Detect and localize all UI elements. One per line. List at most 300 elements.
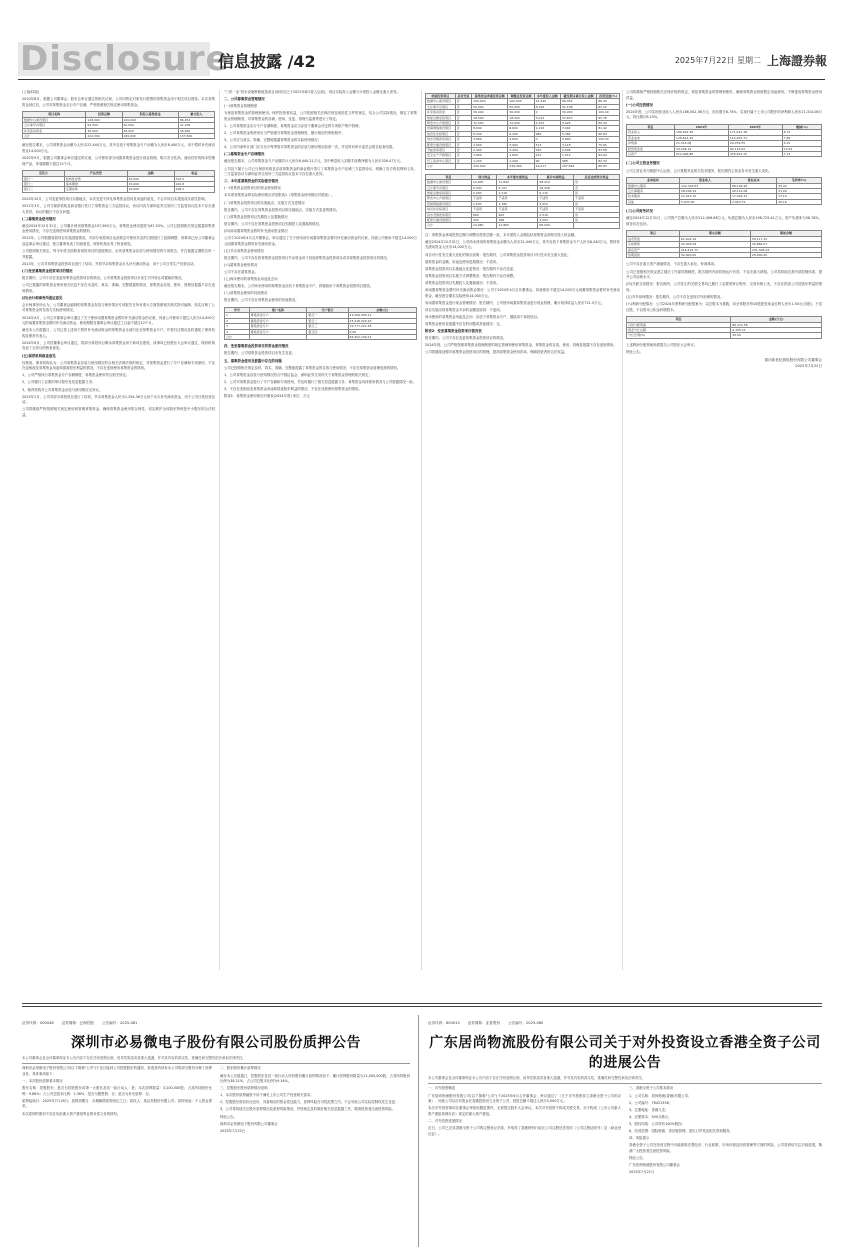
notice-investment [428, 1020, 822, 1242]
table-cell: 保本理财 [64, 182, 127, 187]
data-table [626, 177, 822, 205]
paragraph: 公司将继续加强对募集资金投资项目的管理，提高募集资金使用效率，保障投资者的合法权益。 [425, 350, 568, 355]
paragraph: 2025年7月22日 [220, 1128, 246, 1133]
paragraph: (八)募集资金使用的其他情况 [224, 291, 268, 296]
table-cell: 是 [574, 217, 620, 222]
paragraph: 4、注册资本：500万港元； [629, 1114, 672, 1119]
paragraph: (七)尚未使用的募集资金用途及去向 [224, 277, 278, 282]
paragraph: 用闲置募集资金进行现金管理情况：报告期内，公司使用闲置募集资金进行现金管理，累计取得收益人民币721.5万元。 [425, 300, 605, 305]
paragraph: 三、控股股东股份质押情况说明 [220, 1086, 268, 1091]
table-header-cell: 项目 [627, 317, 731, 322]
signature-line: 重庆新世纪游轮股份有限公司董事会 [764, 358, 822, 362]
section-heading: 四、变更募集资金投资项目的资金使用情况 [224, 344, 289, 349]
table-cell: 79.95 [597, 142, 620, 147]
table-header-cell: 本年度实现效益 [497, 174, 538, 179]
paragraph: 近日，公司已完成香港全资子公司的注册登记手续，并取得了香港特别行政区公司注册处签发的《公司注册证明书》及《商业登记证》。 [428, 1125, 621, 1136]
table-cell: 7.13 [782, 152, 821, 157]
board-statement: 本公司董事会及全体董事保证本公告内容不存在任何虚假记载、误导性陈述或者重大遗漏，并对其内容的真实性、准确性和完整性承担法律责任。 [428, 1076, 822, 1084]
table-cell: 30,000 [560, 110, 596, 115]
paragraph: 2、公司履行了必要的审议程序及信息披露义务； [22, 380, 96, 385]
table-cell: 8.74 [782, 130, 821, 135]
table-header-cell: 账户名称 [249, 307, 307, 312]
table-row [627, 253, 822, 258]
table-row [627, 152, 822, 157]
notice-body [428, 1086, 822, 1177]
table-cell: 数据中心服务 [627, 183, 680, 188]
table-cell: 86.84 [597, 131, 620, 136]
table-cell: 58,206.14 [680, 188, 731, 193]
table-header-cell: 是否达到预计效益 [574, 174, 620, 179]
table-cell: 银行三 [23, 187, 65, 192]
table-header-cell: 产品类型 [64, 171, 127, 176]
table-row [426, 223, 620, 228]
table-cell: 15,000 [127, 182, 174, 187]
page-header [0, 0, 843, 80]
table-cell: 201,308.44 [750, 247, 821, 252]
table-cell: 82.33 [597, 158, 620, 163]
table-cell: 定期存款 [64, 187, 127, 192]
table-cell: 81.42 [597, 126, 620, 131]
notice-number: 公告编号：2025-081 [102, 1021, 138, 1025]
table-cell: 210 [534, 153, 560, 158]
paragraph: 3、不存在变相改变募集资金用途和损害股东利益的情况，不存在违规使用募集资金的情形。 [224, 386, 362, 391]
notice-number: 公告编号：2025-060 [508, 1021, 544, 1025]
paragraph: 报告期内，公司募集资金投资项目未发生变更。 [224, 351, 296, 356]
paragraph: 2022年，公司根据募投项目实施进展情况，对部分募投项目达到预定可使用状态的日期进行了延期调整，该事项已经公司董事会及监事会审议通过，独立董事发表了同意意见，保荐机构出具了核查意见。 [22, 236, 215, 246]
table-cell: 128,000 [86, 117, 122, 122]
table-cell: 0.00 [348, 329, 416, 334]
table-cell: 研发中心升级项目 [426, 196, 472, 201]
column-divider [219, 90, 220, 970]
table-cell: 3,952 [538, 201, 574, 206]
stock-code: 证券代码：000046 [22, 1021, 54, 1025]
table-header-cell: 募集资金承诺投资总额 [472, 94, 508, 99]
table-cell: 398 [497, 217, 538, 222]
table-cell: 2,216 [497, 190, 538, 195]
paragraph: 截至2024年12月31日，公司尚未使用的募集资金余额为人民币22,440万元，其中存放于募集资金专户人民币8,440万元，暂时补充流动资金人民币14,000万元。 [425, 239, 620, 250]
table-cell: 小计 [426, 164, 456, 169]
paragraph: 用闲置募集资金暂时补充流动资金情况：公司于2024年4月召开董事会，同意使用不超过14,000万元闲置募集资金暂时补充流动资金，截至报告期末实际使用14,000万元。 [425, 288, 620, 298]
table-cell: 可供分配利润 [627, 322, 731, 327]
table-cell: 云计算平台项目 [23, 123, 86, 128]
table-cell: 23,418,520.44 [348, 318, 416, 323]
table-cell: 净利润 [627, 141, 675, 146]
paragraph: 1、公司募集资金实行专户存储制度，募集资金应当存放于董事会决定的专项账户集中管理； [224, 123, 362, 128]
table-header-cell: 2023年 [728, 124, 782, 129]
table-header-cell: 业务板块 [627, 178, 680, 183]
paragraph: 2、公司对募集资金进行了专户存储和专项使用，并及时履行了相关信息披露义务，募集资金具体使用情况与公司披露情况一致； [224, 379, 417, 384]
paragraph: 本年度募集资金的实际使用情况详见附表1《募集资金使用情况对照表》。 [224, 193, 335, 198]
table-cell: 智能运维系统项目 [426, 115, 456, 120]
paragraph: 本次质押的股份不存在负担重大资产重组等业绩补偿义务的情形。 [22, 1111, 121, 1116]
paragraph: 3、公司将持续关注股东质押情况及质押风险情况，并按规定及时做好相关信息披露工作，敬请投资者注意投资风险。 [220, 1107, 396, 1112]
table-cell: 3,118 [560, 142, 596, 147]
table-cell: 86,452 [178, 117, 214, 122]
paragraph: 2025年7月21日 [629, 1170, 655, 1175]
table-header-cell: 本年度投入金额 [534, 94, 560, 99]
stock-code: 证券代码：603013 [428, 1021, 460, 1025]
paragraph: 项目实施出现募集资金节余的金额及原因：不适用。 [425, 307, 503, 312]
paragraph: 截至本公告披露日，控股股东及其一致行动人所持股份累计质押情况如下：累计质押股份数量为12,400,000股，占其所持股份比例为38.21%，占公司总股本比例为9.14%。 [220, 1073, 410, 1084]
paragraph: 公司主营业务为数据中心运营、云计算服务及相关技术服务，报告期内主营业务未发生重大变化。 [626, 168, 772, 173]
table-header-cell: 营业收入 [680, 178, 731, 183]
table-cell: 固定资产 [627, 247, 680, 252]
table-cell: 是 [574, 201, 620, 206]
table-cell: 12,600 [471, 180, 497, 185]
paragraph: 会计师事务所认为，公司董事会编制的募集资金存放与使用情况专项报告在所有重大方面按照相关格式指引编制，如实反映了公司募集资金的存放与实际使用情况。 [22, 302, 215, 313]
table-cell: 83.58 [597, 148, 620, 153]
table-cell: 1,800 [508, 153, 534, 158]
table-cell: 9,624 [560, 121, 596, 126]
table-cell: 1,380 [497, 201, 538, 206]
table-cell: 营销网络建设项目 [426, 126, 456, 131]
paragraph: 募集资金投资项目实施方式调整情况：报告期内不存在调整。 [425, 273, 517, 278]
data-table [626, 124, 822, 157]
paragraph: 2024年度，公司实现营业收入人民币186,542.36万元，同比增长8.74%；实现归属于上市公司股东的净利润人民币21,314.08万元，同比增长6.15%。 [626, 109, 822, 120]
table-cell: 6,300 [471, 185, 497, 190]
table-cell: 货币资金 [627, 236, 680, 241]
table-row [23, 133, 215, 138]
table-cell: 不适用 [497, 196, 538, 201]
paragraph: 截至2024年12月31日，公司累计使用募集资金157,560万元，募集资金使用进度为87.53%。公司已按照相关规定披露募集资金使用情况，不存在违规使用募集资金的情形。 [22, 223, 215, 234]
paragraph: (三)募集资金投资项目先期投入及置换情况 [224, 214, 288, 219]
paragraph: 2023年，公司对募集资金投资项目进行了结项，并将节余募集资金永久补充流动资金，用于公司日常生产经营活动。 [22, 261, 197, 266]
paragraph: 一、对外投资概述 [428, 1086, 456, 1091]
paragraph: 3、保荐机构对公司募集资金存放与使用情况无异议。 [22, 387, 103, 392]
table-cell: 7.89 [782, 135, 821, 140]
paragraph: 广东居尚物流股份有限公司(以下简称"公司")于2025年6月召开董事会，审议通过了《关于对外投资设立香港全资子公司的议案》，同意公司以自有资金在香港投资设立全资子公司，投资总额不超过人民币5,000万元。 [428, 1093, 621, 1104]
table-header-cell: 金额(万元) [731, 317, 822, 322]
table-cell: 30,114.62 [728, 146, 782, 151]
paragraph: 2025年1月，公司对部分募投项目进行了结项，节余募集资金人民币1,254.36万元用于永久补充流动资金，用于公司日常经营活动。 [22, 394, 215, 405]
table-cell: 1,800 [472, 153, 508, 158]
table-cell: 6,200 [508, 131, 534, 136]
table-cell: 186,542.36 [675, 130, 729, 135]
table-header-cell: 承诺投资项目 [426, 94, 456, 99]
table-cell: 86,412.58 [731, 322, 822, 327]
paragraph: (六)超募资金使用情况 [224, 262, 258, 267]
paragraph: 5、股权结构：公司持有100%股权； [629, 1121, 685, 1126]
paragraph: 6、经营范围：国际物流、供应链管理、进出口贸易及相关咨询服务。 [629, 1128, 733, 1133]
paragraph: 截至本公告披露日，公司已将上述用于暂时补充流动资金的募集资金全部归还至募集资金专户，并将归还情况及时通知了保荐机构及保荐代表人。 [22, 328, 215, 338]
paragraph: 报告期内，公司不存在变更募集资金投资项目的情况。公司募集资金投资项目未发生对外转让或置换的情况。 [22, 275, 185, 280]
table-cell: 否 [574, 185, 620, 190]
table-cell: 58,117.32 [750, 236, 821, 241]
table-cell: 数据中心建设项目 [426, 99, 456, 104]
table-cell: 100.00 [597, 110, 620, 115]
paragraph: 2021年3月，公司与保荐机构及商业银行签订了募集资金三方监管协议，协议内容与深圳证券交易所三方监管协议范本不存在重大差异，协议的履行不存在问题。 [22, 203, 215, 214]
table-cell: 68,009 [538, 223, 574, 228]
table-cell: 102,318.52 [680, 183, 731, 188]
paragraph: 公司按照相关规定，每半年度全面核查募投项目的进展情况，出具募集资金存放与使用情况的专项报告，并在披露定期报告时一并披露。 [22, 249, 215, 259]
table-cell: 39,884.07 [750, 242, 821, 247]
table-cell: 募集资金专户 [249, 313, 307, 318]
table-cell: 2,006 [560, 148, 596, 153]
table-cell: 是 [574, 212, 620, 217]
paragraph: 尚未使用的募集资金用途及去向：存放于募集资金专户，继续用于募投项目。 [425, 314, 541, 319]
table-cell: 2,105 [534, 121, 560, 126]
table-cell: 41,108 [178, 123, 214, 128]
table-header-cell: 累计实现效益 [538, 174, 574, 179]
paragraph: 经核查，保荐机构认为：公司募集资金存放与使用情况符合相关法律法规的规定，对募集资金进行了专户存储和专项使用，不存在变相改变募集资金用途和损害股东利益的情况，不存在违规使用募集资金的情形。 [22, 360, 215, 371]
table-cell: 合计 [426, 223, 472, 228]
table-cell: 20,000 [127, 176, 174, 181]
paragraph: 报告期内，公司不存在募集资金使用的其他情况。 [224, 298, 299, 303]
section-heading: (一)公司经营情况 [626, 102, 653, 107]
paragraph: 公司已按照相关规定建立健全了内部控制制度，报告期内内部控制运行有效，不存在重大缺陷。公司将持续完善内部控制体系，提升公司治理水平。 [626, 269, 822, 280]
paragraph: 公司及下属子公司已与保荐机构及存放募集资金的商业银行签订了募集资金专户存储三方监管协议，明确了各方的权利和义务。三方监管协议与深圳证券交易所三方监管协议范本不存在重大差异。 [224, 166, 417, 177]
paragraph: (五)节余募集资金使用情况 [224, 248, 264, 253]
table-cell: 云计算平台项目 [426, 104, 456, 109]
table-cell: 3 [225, 324, 250, 329]
paragraph: 一、本次股份质押基本情况 [22, 1079, 63, 1084]
data-table [22, 170, 215, 193]
table-cell: 数据中心建设项目 [426, 180, 472, 185]
table-cell: 312.5 [174, 176, 214, 181]
notice-body-left [22, 1066, 212, 1135]
table-cell: 6,395.21 [731, 328, 822, 333]
paragraph: 项目可行性发生重大变化的情况说明：报告期内，公司募集资金投资项目可行性未发生重大变化。 [425, 252, 571, 257]
table-cell: 银行一 [307, 313, 348, 318]
table-cell: 否 [455, 153, 471, 158]
table-cell: 180,000 [122, 133, 178, 138]
table-cell [455, 164, 471, 169]
table-cell: 安全生产升级项目 [426, 153, 456, 158]
table-cell: 18,500 [472, 115, 508, 120]
table-cell: 1,216 [534, 126, 560, 131]
column-divider [622, 90, 623, 970]
table-cell: 30,000 [122, 128, 178, 133]
table-cell: 不适用 [574, 207, 620, 212]
notice-title: 深圳市必易微电子股份有限公司股份质押公告 [71, 1035, 361, 1051]
column-3 [425, 90, 620, 970]
section-rule [22, 1003, 822, 1004]
table-header-cell: 投资进度(%) [597, 94, 620, 99]
notice-body [22, 1066, 410, 1135]
table-cell: 配套仓储设施项目 [426, 142, 456, 147]
header-rule [18, 79, 825, 80]
table-cell: 不适用 [574, 196, 620, 201]
table-cell: 64,300 [86, 123, 122, 128]
table-cell: 1,004 [538, 217, 574, 222]
paragraph: (二)募集资金投资项目的实施地点、实施方式变更情况 [224, 200, 305, 205]
table-cell: 207,864 [560, 164, 596, 169]
table-cell: 50,000 [508, 104, 534, 109]
table-cell: 供水设施改造项目 [426, 212, 472, 217]
notice-title: 广东居尚物流股份有限公司关于对外投资设立香港全资子公司的进展公告 [429, 1035, 821, 1071]
table-cell: 4,800 [472, 137, 508, 142]
notice-body-left [428, 1086, 621, 1177]
table-cell: 2 [225, 318, 250, 323]
paragraph: 广东居尚物流股份有限公司董事会 [629, 1162, 680, 1167]
paragraph: 公司不存在超募资金。 [224, 269, 258, 274]
table-header-cell: 累计投入 [178, 112, 214, 117]
section-heading: 五、募集资金使用及披露中存在的问题 [224, 358, 282, 363]
table-cell: 3,900 [472, 142, 508, 147]
table-cell: 结构性存款 [64, 176, 127, 181]
table-cell: 1,200 [508, 158, 534, 163]
table-cell: 智能运维系统项目 [426, 190, 472, 195]
table-cell: 17,402.31 [731, 194, 777, 199]
table-header-cell: 增减(%) [782, 124, 821, 129]
table-cell: 19,777,221.65 [348, 324, 416, 329]
table-cell: 2,400 [472, 148, 508, 153]
paragraph: 2020年9月，根据公司董事会审议通过的议案，公司使用部分闲置募集资金进行现金管理，购买安全性高、流动性好的保本型理财产品，单笔期限不超过12个月。 [22, 156, 215, 166]
table-cell: 5,384 [560, 131, 596, 136]
table-cell: 否 [455, 115, 471, 120]
table-cell: 10,000 [127, 187, 174, 192]
table-header-cell: 收益 [174, 171, 214, 176]
column-1 [22, 90, 215, 970]
paragraph: 截至报告期末，公司募集资金余额为人民币22,440万元，其中存放于募集资金专户余额为人民币8,440万元，用于暂时补充流动资金14,000万元。 [22, 143, 215, 153]
table-cell [574, 223, 620, 228]
section-heading: (三)公司财务状况 [626, 209, 653, 214]
table-cell: 否 [455, 99, 471, 104]
table-cell: 21,314.08 [675, 141, 729, 146]
section-heading: (二)公司主营业务情况 [626, 161, 660, 166]
table-cell: 2,993.79 [731, 199, 777, 204]
table-cell: 20,079.55 [728, 141, 782, 146]
table-cell: 否 [455, 121, 471, 126]
table-cell: 16,408 [538, 185, 574, 190]
table-cell: 募集资金专户 [249, 329, 307, 334]
table-cell: 218,415.72 [679, 247, 750, 252]
table-cell: 云计算服务 [627, 188, 680, 193]
paragraph: 深圳市必易微电子股份有限公司(以下简称"公司")于近日接到公司控股股东的通知，获悉其所持有本公司的部分股份办理了质押业务，具体事项如下： [22, 1066, 212, 1076]
paragraph: (一)募集资金投资项目的资金使用情况 [224, 186, 281, 191]
table-cell: 2,400 [471, 190, 497, 195]
table-cell: 7,002 [560, 126, 596, 131]
table-cell: 28,000.00 [750, 253, 821, 258]
table-cell: 1,512 [560, 153, 596, 158]
table-cell: 是 [574, 190, 620, 195]
notice-meta [428, 1020, 822, 1026]
table-cell: 41,206,358.12 [348, 313, 416, 318]
table-cell: 980 [534, 131, 560, 136]
paragraph: 特此公告。 [629, 1155, 646, 1160]
paragraph: 截至报告期末，公司募集资金专户余额共计人民币8,440.21万元，其中利息收入扣除手续费净额为人民币326.47万元。 [224, 159, 404, 164]
table-cell: 合计 [225, 334, 250, 339]
table-cell: 30,000 [178, 128, 214, 133]
table-cell: 1,200 [472, 158, 508, 163]
paragraph: 公司已按照相关规定及时、真实、准确、完整地披露了募集资金的存放与使用情况，不存在募集资金管理违规的情形。 [224, 365, 401, 370]
section-heading: (四)会计师事务所鉴证意见 [22, 295, 63, 300]
table-cell: 50,000 [472, 104, 508, 109]
board-statement: 本公司董事会及全体董事保证本公告内容不存在任何虚假记载、误导性陈述或者重大遗漏，并对其内容的真实性、准确性和完整性依法承担法律责任。 [22, 1056, 410, 1064]
paragraph: 1、本次股份质押融资不用于满足上市公司生产经营相关需求； [220, 1093, 314, 1098]
table-cell: 82.22 [597, 104, 620, 109]
column-2 [224, 90, 417, 970]
table-cell: 补充流动资金 [426, 110, 456, 115]
table-cell: 85.78 [597, 115, 620, 120]
table-header-cell: 调整后投资总额 [508, 94, 534, 99]
table-cell: 否 [455, 148, 471, 153]
table-cell: 信息化系统项目 [426, 207, 472, 212]
paragraph: 2、公司募集资金的使用应当严格遵守募集资金管理制度，履行相应的审批程序； [224, 131, 345, 136]
stock-abbr: 证券简称：泛海控股 [61, 1021, 95, 1025]
paragraph: 三、香港全资子公司基本情况 [629, 1086, 674, 1091]
paragraph: 2、公司编号：78421358； [629, 1100, 673, 1105]
table-header-cell: 余额(元) [348, 307, 416, 312]
table-cell: 总资产 [627, 152, 675, 157]
table-cell: 不适用 [538, 207, 574, 212]
paragraph: 特此公告。 [626, 349, 643, 354]
paragraph: (一)募集资金管理制度 [224, 104, 258, 109]
table-cell: 银行四 [307, 329, 348, 334]
table-cell: 13.59 [782, 146, 821, 151]
table-cell: 否 [455, 158, 471, 163]
paragraph: 报告期内，公司不存在变更募集资金投资项目的情况。 [425, 336, 507, 341]
paragraph: 附表1：募集资金使用情况对照表(2024年度) 单位：万元 [224, 394, 310, 398]
notice-pledge [22, 1020, 410, 1242]
table-cell: 5,127 [497, 185, 538, 190]
table-cell: 988 [560, 158, 596, 163]
table-cell: 40.16 [777, 199, 822, 204]
table-cell: 21,014.70 [680, 194, 731, 199]
table-cell: 1 [225, 313, 250, 318]
paragraph: 四、风险提示 [629, 1136, 650, 1141]
table-row [627, 333, 822, 338]
section-heading: 三、本年度募集资金的实际使用情况 [224, 179, 279, 184]
table-cell: 86.45 [597, 99, 620, 104]
table-cell: 应收账款 [627, 242, 680, 247]
table-cell: 29,017 [534, 164, 560, 169]
table-cell: 营业成本 [627, 135, 675, 140]
table-cell: 32,000.00 [679, 253, 750, 258]
table-header-cell: 期初余额 [750, 231, 821, 236]
table-cell: 420 [471, 217, 497, 222]
table-cell: 8,226 [534, 104, 560, 109]
table-cell: 1,500 [471, 201, 497, 206]
table-cell: 31.09 [777, 188, 822, 193]
table-cell: 2,400 [508, 148, 534, 153]
table-cell: 否 [455, 104, 471, 109]
table-cell: 募集资金专户 [249, 318, 307, 323]
table-cell: 12,000 [508, 121, 534, 126]
paragraph: 公司不存在重大资产减值情况，不存在重大诉讼、仲裁事项。 [626, 262, 718, 267]
table-row [627, 199, 822, 204]
table-cell: 3,900 [508, 142, 534, 147]
table-cell: 478,302.15 [728, 152, 782, 157]
paragraph: (五)对外担保情况：报告期内，公司不存在违规对外担保的情况。 [626, 294, 724, 299]
table-cell: 合计 [23, 133, 86, 138]
table-cell: 不适用 [471, 196, 497, 201]
table-cell: 12,340 [534, 99, 560, 104]
paragraph: 质押起始日：2025年7月18日；质押到期日：办理解除质押登记之日；质权人：某证券股份有限公司；质押用途：个人资金需求。 [22, 1098, 212, 1109]
paragraph: 2024年6月，公司经董事会审议通过，将部分募投项目剩余募集资金用于新项目建设，该事项已经股东大会审议通过，保荐机构发表了无异议的核查意见。 [22, 340, 215, 351]
table-cell: 不适用 [538, 196, 574, 201]
paragraph: (四)用闲置募集资金暂时补充流动资金情况 [224, 228, 288, 233]
section-heading: (二)募集资金专户存储情况 [224, 152, 265, 157]
table-cell: 经营现金流 [627, 146, 675, 151]
table-cell: 24,080 [471, 223, 497, 228]
table-cell: 320 [534, 148, 560, 153]
table-cell: 8,600 [472, 126, 508, 131]
section-heading: 二、公司募集资金管理情况 [224, 97, 265, 102]
table-header-cell: 是否变更 [455, 94, 471, 99]
table-cell: 员工培训中心项目 [426, 158, 456, 163]
data-table [425, 93, 620, 170]
table-cell: 128,612.44 [675, 135, 729, 140]
table-cell: 3,012 [534, 115, 560, 120]
paragraph: 公司将继续严格按照相关规定使用和管理募集资金，确保募集资金使用的合规性，切实维护全体股东特别是中小股东的合法权益。 [22, 407, 215, 417]
table-cell: 512,406.88 [675, 152, 729, 157]
table-header-cell: 项目 [627, 124, 675, 129]
table-header-cell: 毛利率(%) [777, 178, 822, 183]
column-divider [421, 90, 422, 970]
table-cell: 171,542.18 [728, 130, 782, 135]
table-cell: 11,842 [497, 180, 538, 185]
